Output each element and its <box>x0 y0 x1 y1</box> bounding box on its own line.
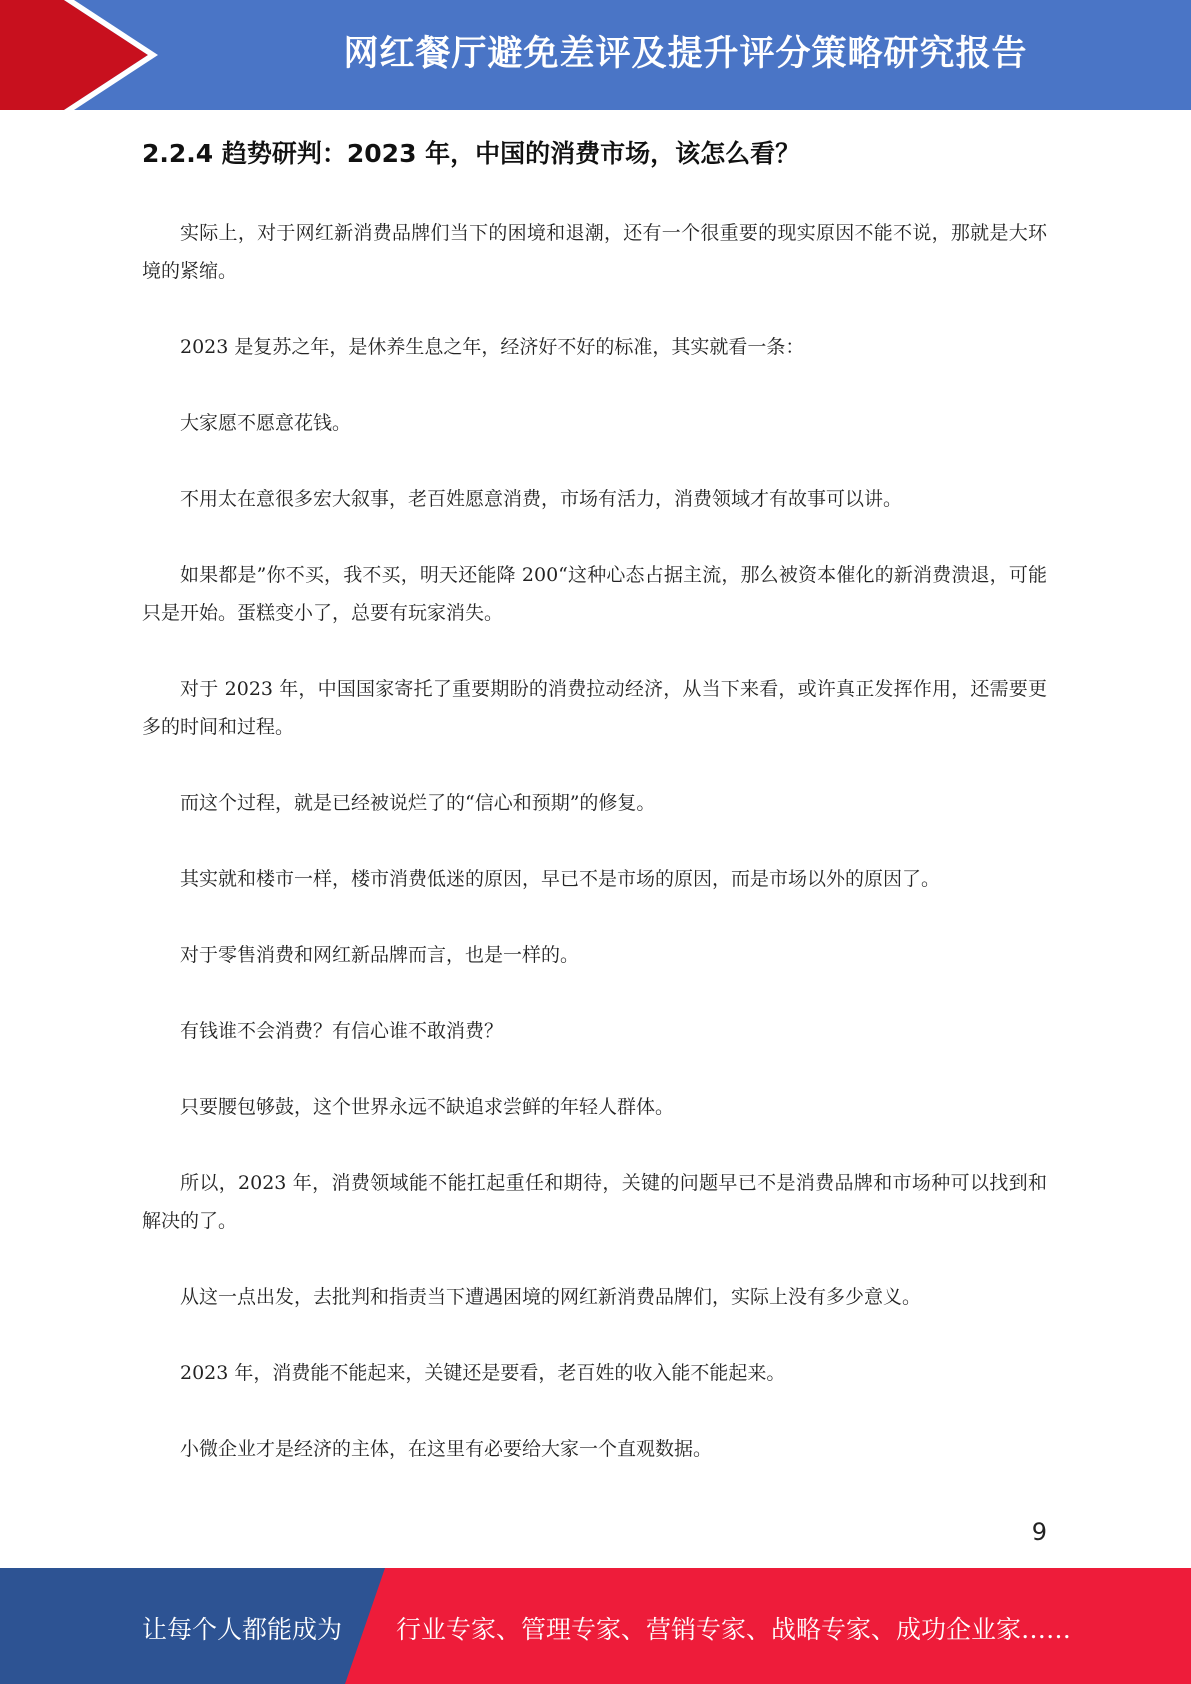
body-text <box>142 214 1047 1506</box>
page-number: 9 <box>1031 1518 1047 1546</box>
footer-slogan: 让每个人都能成为 <box>142 1615 343 1644</box>
paragraph: 对于 2023 年，中国国家寄托了重要期盼的消费拉动经济，从当下来看，或许真正发挥作用，还需要更多的时间和过程。 <box>142 678 1047 738</box>
paragraph: 如果都是”你不买，我不买，明天还能降 200“这种心态占据主流，那么被资本催化的新消费溃退，可能只是开始。蛋糕变小了，总要有玩家消失。 <box>142 564 1047 624</box>
paragraph: 小微企业才是经济的主体，在这里有必要给大家一个直观数据。 <box>180 1438 713 1460</box>
paragraph: 不用太在意很多宏大叙事，老百姓愿意消费，市场有活力，消费领域才有故事可以讲。 <box>180 488 903 510</box>
page-header <box>0 0 1191 110</box>
paragraph: 对于零售消费和网红新品牌而言，也是一样的。 <box>180 944 580 966</box>
paragraph: 2023 年，消费能不能起来，关键还是要看，老百姓的收入能不能起来。 <box>180 1362 786 1384</box>
paragraph: 有钱谁不会消费？有信心谁不敢消费？ <box>180 1020 504 1042</box>
paragraph: 从这一点出发，去批判和指责当下遭遇困境的网红新消费品牌们，实际上没有多少意义。 <box>180 1286 922 1308</box>
paragraph: 而这个过程，就是已经被说烂了的“信心和预期”的修复。 <box>180 792 656 814</box>
footer-expert-list: 行业专家、管理专家、营销专家、战略专家、成功企业家…… <box>396 1615 1072 1644</box>
paragraph: 只要腰包够鼓，这个世界永远不缺追求尝鲜的年轻人群体。 <box>180 1096 675 1118</box>
paragraph: 所以，2023 年，消费领域能不能扛起重任和期待，关键的问题早已不是消费品牌和市场种可以找到和解决的了。 <box>142 1172 1047 1232</box>
paragraph: 其实就和楼市一样，楼市消费低迷的原因，早已不是市场的原因，而是市场以外的原因了。 <box>180 868 941 890</box>
paragraph: 实际上，对于网红新消费品牌们当下的困境和退潮，还有一个很重要的现实原因不能不说，那就是大环境的紧缩。 <box>142 222 1047 282</box>
paragraph: 大家愿不愿意花钱。 <box>180 412 352 434</box>
page-footer <box>0 1568 1191 1684</box>
report-title: 网红餐厅避免差评及提升评分策略研究报告 <box>343 34 1028 74</box>
paragraph: 2023 是复苏之年，是休养生息之年，经济好不好的标准，其实就看一条： <box>180 336 805 358</box>
section-heading: 2.2.4 趋势研判：2023 年，中国的消费市场，该怎么看？ <box>142 139 801 168</box>
